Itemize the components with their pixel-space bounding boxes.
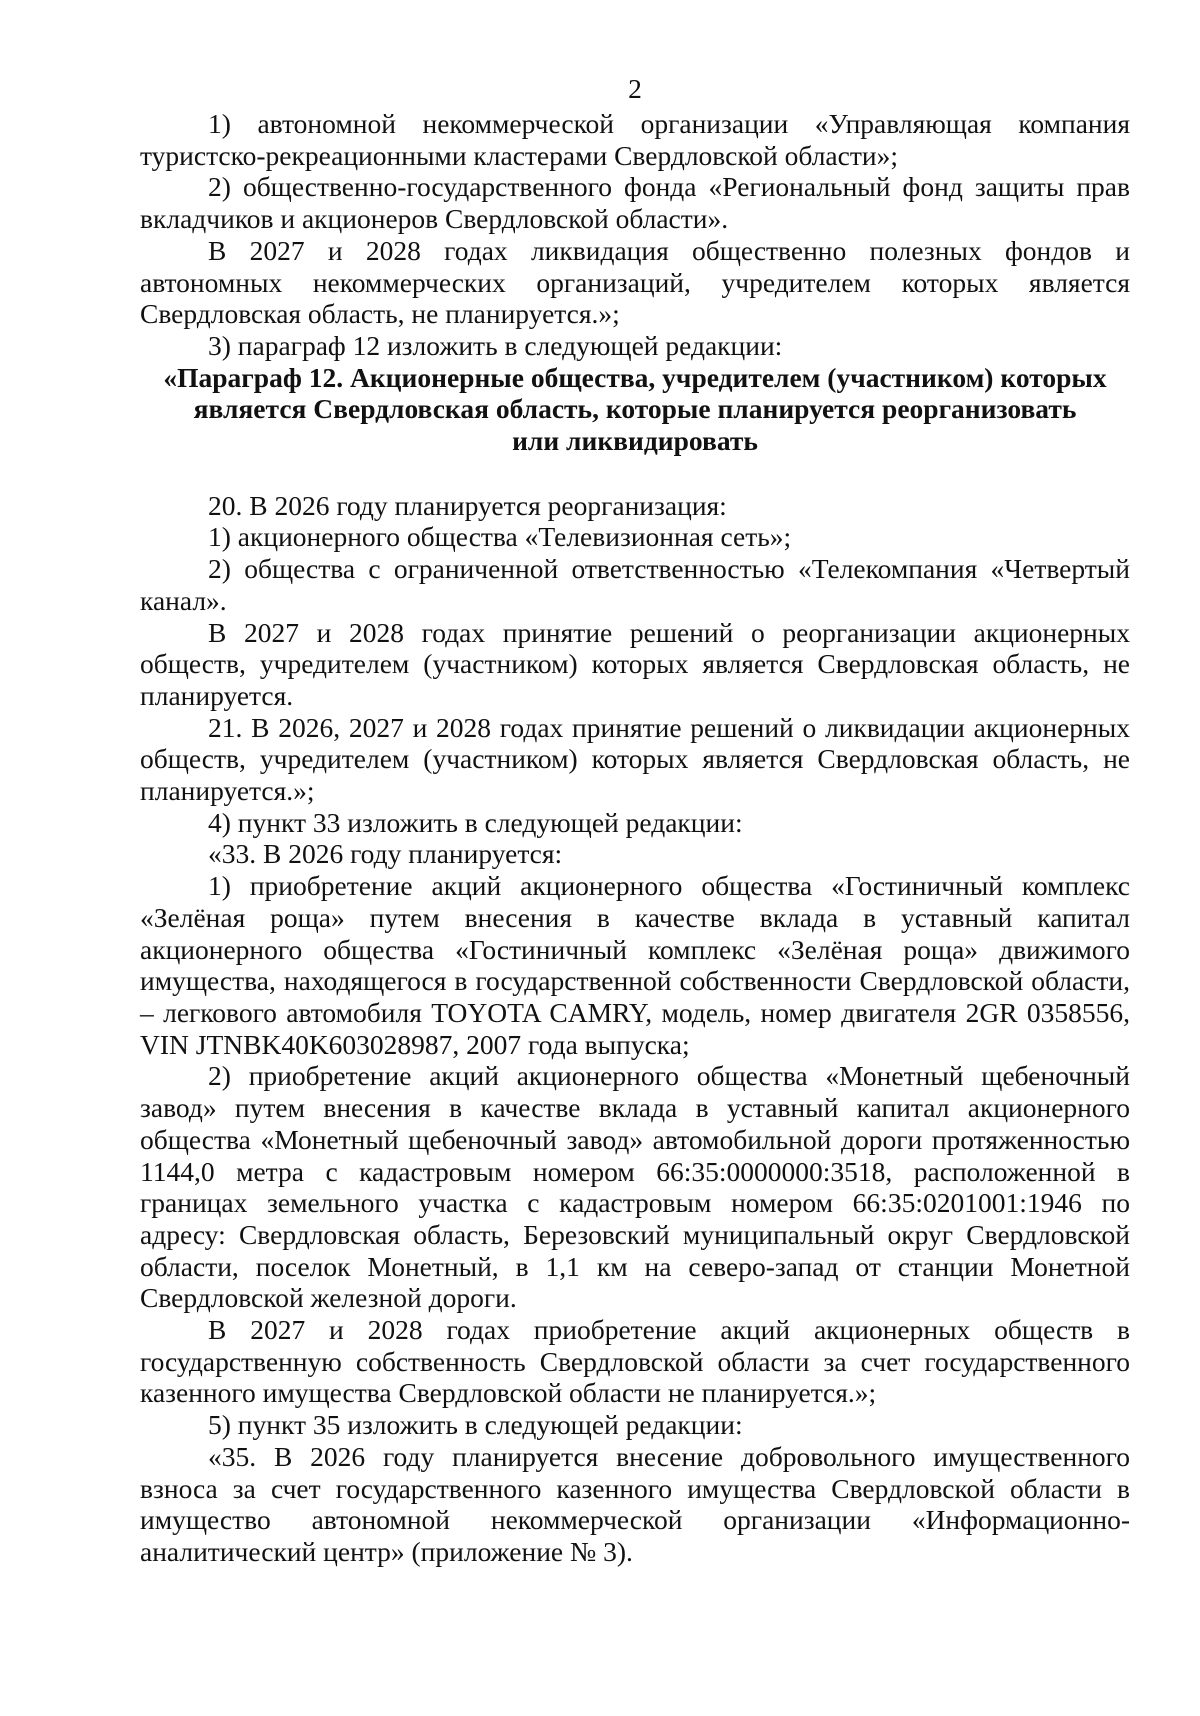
page-number: 2 [628,73,642,104]
paragraph: 3) параграф 12 изложить в следующей редакции: [208,329,783,361]
paragraph: В 2027 и 2028 годах приобретение акций акционерных обществ в государственную собственность Свердловской области за счет государственного казенного имущества Свердловской области не планируется.»; [140,1314,1130,1409]
paragraph: 20. В 2026 году планируется реорганизация: [208,489,727,521]
heading-line: «Параграф 12. Акционерные общества, учредителем (участником) которых [163,361,1107,393]
paragraph: 21. В 2026, 2027 и 2028 годах принятие решений о ликвидации акционерных обществ, учредителем (участником) которых является Свердловская область, не планируется.»; [140,711,1130,807]
paragraph: 2) общества с ограниченной ответственностью «Телекомпания «Четвертый канал». [140,553,1130,616]
paragraph: 1) автономной некоммерческой организации «Управляющая компания туристско-рекреационными кластерами Свердловской области»; [140,108,1130,171]
paragraph: В 2027 и 2028 годах ликвидация общественно полезных фондов и автономных некоммерческих организаций, учредителем которых является Свердловская область, не планируется.»; [140,234,1130,330]
paragraph: 5) пункт 35 изложить в следующей редакции: [208,1409,743,1441]
paragraph: 4) пункт 33 изложить в следующей редакции: [208,806,743,838]
section-heading [140,362,1130,457]
paragraph: 2) общественно-государственного фонда «Региональный фонд защиты прав вкладчиков и акционеров Свердловской области». [140,171,1130,235]
paragraph: 1) приобретение акций акционерного общества «Гостиничный комплекс «Зелёная роща» путем внесения в качестве вклада в уставный капитал акционерного общества «Гостиничный комплекс «Зелёная роща» движимого имущества, находящегося в государственной собственности Свердловской области, – легкового автомобиля TOYOTA CAMRY, модель, номер двигателя 2GR 0358556, VIN JTNBK40K603028987, 2007 года выпуска; [140,870,1130,1060]
paragraph: «35. В 2026 году планируется внесение добровольного имущественного взноса за счет государственного казенного имущества Свердловской области в имущество автономной некоммерческой организации «Информационно-аналитический центр» (приложение № 3). [140,1440,1130,1567]
paragraph: «33. В 2026 году планируется: [208,838,563,870]
paragraph: В 2027 и 2028 годах принятие решений о реорганизации акционерных обществ, учредителем (участником) которых является Свердловская область, не планируется. [140,616,1130,711]
paragraph: 2) приобретение акций акционерного общества «Монетный щебеночный завод» путем внесения в качестве вклада в уставный капитал акционерного общества «Монетный щебеночный завод» автомобильной дороги протяженностью 1144,0 метра с кадастровым номером 66:35:0000000:3518, расположенной в границах земельного участка с кадастровым номером 66:35:0201001:1946 по адресу: Свердловская область, Березовский муниципальный округ Свердловской области, поселок Монетный, в 1,1 км на северо-запад от станции Монетной Свердловской железной дороги. [140,1060,1130,1314]
document-page [140,70,1130,1568]
heading-line: или ликвидировать [512,425,758,457]
heading-line: является Свердловская область, которые планируется реорганизовать [193,393,1077,425]
paragraph: 1) акционерного общества «Телевизионная сеть»; [208,521,792,553]
